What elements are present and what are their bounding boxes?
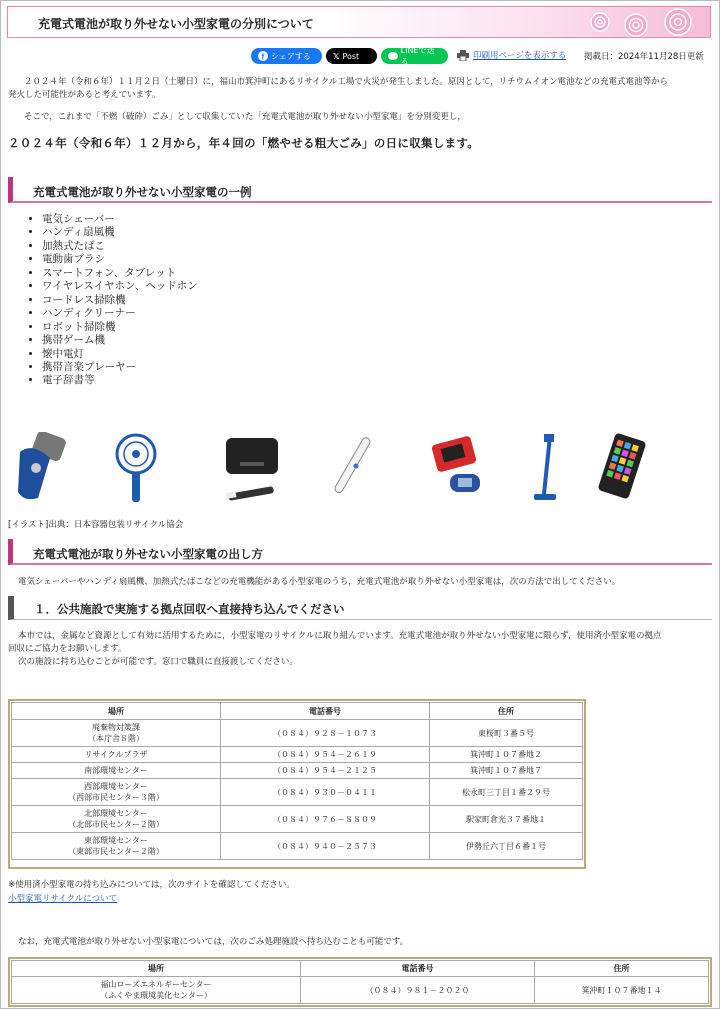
line-icon [388, 51, 398, 61]
intro-paragraph-1b: 発火した可能性があると考えています。 [8, 90, 161, 100]
svg-text:f: f [261, 52, 265, 61]
updated-date: 掲載日：2024年11月28日更新 [584, 52, 704, 62]
other-facility-paragraph: なお，充電式電池が取り外せない小型家電については，次のごみ処理施設へ持ち込むことも可能です。 [18, 937, 409, 947]
address-cell: 松永町三丁目１番２９号 [430, 779, 583, 806]
phone-cell: （０８４）９５４－２１２５ [221, 763, 430, 779]
drop-off-table [11, 702, 583, 860]
section-heading-examples: 充電式電池が取り外せない小型家電の一例 [8, 177, 712, 203]
drop-off-table-frame [8, 699, 586, 869]
place-cell [12, 779, 221, 806]
phone-cell: （０８４）９５４－２６１９ [221, 747, 430, 763]
page-title-bar [7, 6, 711, 38]
place-sub: （北部市民センター２階） [68, 820, 164, 829]
column-header-place: 場所 [12, 961, 301, 977]
place-cell [12, 720, 221, 747]
table-row [12, 977, 709, 1004]
page-title: 充電式電池が取り外せない小型家電の分別について [38, 17, 314, 31]
list-item: • 電動歯ブラシ [42, 253, 198, 266]
address-cell: 駅家町倉光３７番地１ [430, 806, 583, 833]
place-name: 北部環境センター [84, 809, 148, 818]
phone-cell: （０８４）９４０－２５７３ [221, 833, 430, 860]
column-header-phone: 電話番号 [301, 961, 535, 977]
drop-off-paragraph-2: 次の施設に持ち込むことが可能です。窓口で職員に直接渡してください。 [18, 657, 298, 667]
table-header-row [12, 961, 709, 977]
table-header-row [12, 703, 583, 720]
smartphone-illustration-icon [598, 432, 650, 504]
facebook-icon [258, 51, 268, 61]
place-name: 福山ローズエネルギーセンター [100, 980, 212, 989]
intro-paragraph-1a: ２０２４年（令和６年）１１月２日（土曜日）に，福山市箕沖町にあるリサイクル工場で火災が発生しました。原因として，リチウムイオン電池などの充電式電池等から [24, 77, 668, 87]
phone-cell: （０８４）９８１－２０２０ [301, 977, 535, 1004]
drop-off-paragraph-1a: 本市では，金属など資源として有効に活用するために，小型家電のリサイクルに取り組んでいます。充電式電池が取り外せない小型家電に限らず，使用済小型家電の拠点 [18, 631, 662, 641]
place-name: 東部環境センター [84, 836, 148, 845]
column-header-phone: 電話番号 [221, 703, 430, 720]
table-row [12, 763, 583, 779]
column-header-address: 住所 [535, 961, 709, 977]
place-cell [12, 806, 221, 833]
subheading-drop-off: １．公共施設で実施する拠点回収へ直接持ち込んでください [8, 596, 712, 620]
list-item: • 懐中電灯 [42, 348, 198, 361]
address-cell: 東桜町３番５号 [430, 720, 583, 747]
table-row [12, 720, 583, 747]
printer-icon [457, 50, 469, 61]
line-send-label: LINEで送る [400, 46, 435, 66]
list-item: • 携帯音楽プレーヤー [42, 361, 198, 374]
drop-off-paragraph-1b: 回収にご協力をお願いします。 [8, 644, 127, 654]
address-cell: 箕沖町１０７番地１４ [535, 977, 709, 1004]
phone-cell: （０８４）９２８－１０７３ [221, 720, 430, 747]
table-row [12, 779, 583, 806]
section-heading-how-to-dispose: 充電式電池が取り外せない小型家電の出し方 [8, 539, 712, 565]
handy-fan-illustration-icon [112, 432, 160, 504]
disposal-lead-text: 電気シェーバーやハンディ扇風機、加熱式たばこなどの充電機能がある小型家電のうち，充電式電池が取り外せない小型家電は，次の方法で出してください。 [18, 577, 621, 587]
small-appliance-recycling-link[interactable]: 小型家電リサイクルについて [8, 894, 118, 904]
list-item: • スマートフォン、タブレット [42, 267, 198, 280]
phone-cell: （０８４）９３０－０４１１ [221, 779, 430, 806]
facility-table-frame [8, 957, 712, 1007]
place-cell: リサイクルプラザ [12, 747, 221, 763]
table-row [12, 806, 583, 833]
illustration-credit: [イラスト]出典：日本容器包装リサイクル協会 [8, 520, 184, 530]
place-sub: （東部市民センター２階） [68, 847, 164, 856]
x-post-label: Post [342, 51, 360, 61]
intro-paragraph-2: そこで，これまで「不燃（破砕）ごみ」として収集していた「充電式電池が取り外せない小型家電」を分別変更し， [24, 112, 466, 122]
line-send-button[interactable] [381, 48, 448, 64]
list-item: • 電気シェーバー [42, 213, 198, 226]
place-name: 廃棄物対策課 [92, 723, 140, 732]
drop-off-note: ※使用済小型家電の持ち込みについては，次のサイトを確認してください。 [8, 880, 295, 890]
cordless-vacuum-illustration-icon [530, 432, 560, 504]
place-sub: （西部市民センター３階） [68, 793, 164, 802]
portable-game-console-illustration-icon [430, 432, 484, 504]
electric-shaver-illustration-icon [12, 432, 72, 504]
heated-tobacco-illustration-icon [222, 432, 284, 504]
place-sub: （ふくやま環境美化センター） [100, 991, 212, 1000]
list-item: • 加熱式たばこ [42, 240, 198, 253]
list-item: • 携帯ゲーム機 [42, 334, 198, 347]
address-cell: 箕沖町１０７番地２ [430, 747, 583, 763]
table-row [12, 833, 583, 860]
list-item: • ロボット掃除機 [42, 321, 198, 334]
list-item: • ワイヤレスイヤホン、ヘッドホン [42, 280, 198, 293]
phone-cell: （０８４）９７６－８８０９ [221, 806, 430, 833]
examples-list [22, 213, 198, 388]
list-item: • コードレス掃除機 [42, 294, 198, 307]
print-page-link[interactable] [457, 49, 566, 61]
place-cell [12, 977, 301, 1004]
x-post-button[interactable] [326, 48, 377, 64]
electric-toothbrush-illustration-icon [328, 432, 378, 504]
list-item: • 電子辞書等 [42, 374, 198, 387]
rose-decoration-icon [586, 8, 706, 38]
column-header-address: 住所 [430, 703, 583, 720]
place-cell [12, 833, 221, 860]
column-header-place: 場所 [12, 703, 221, 720]
facebook-share-button[interactable] [251, 48, 322, 64]
table-row [12, 747, 583, 763]
place-name: 西部環境センター [84, 782, 148, 791]
address-cell: 伊勢丘六丁目６番１号 [430, 833, 583, 860]
facility-table [11, 960, 709, 1004]
place-sub: （本庁舎８階） [88, 734, 144, 743]
print-page-label: 印刷用ページを表示する [473, 51, 567, 61]
place-cell: 南部環境センター [12, 763, 221, 779]
collection-change-notice: ２０２４年（令和６年）１２月から，年４回の「燃やせる粗大ごみ」の日に収集します。 [8, 136, 480, 150]
list-item: • ハンディクリーナー [42, 307, 198, 320]
x-logo-icon: 𝕏 [333, 51, 340, 61]
list-item: • ハンディ扇風機 [42, 226, 198, 239]
facebook-share-label: シェアする [271, 51, 311, 61]
address-cell: 箕沖町１０７番地７ [430, 763, 583, 779]
